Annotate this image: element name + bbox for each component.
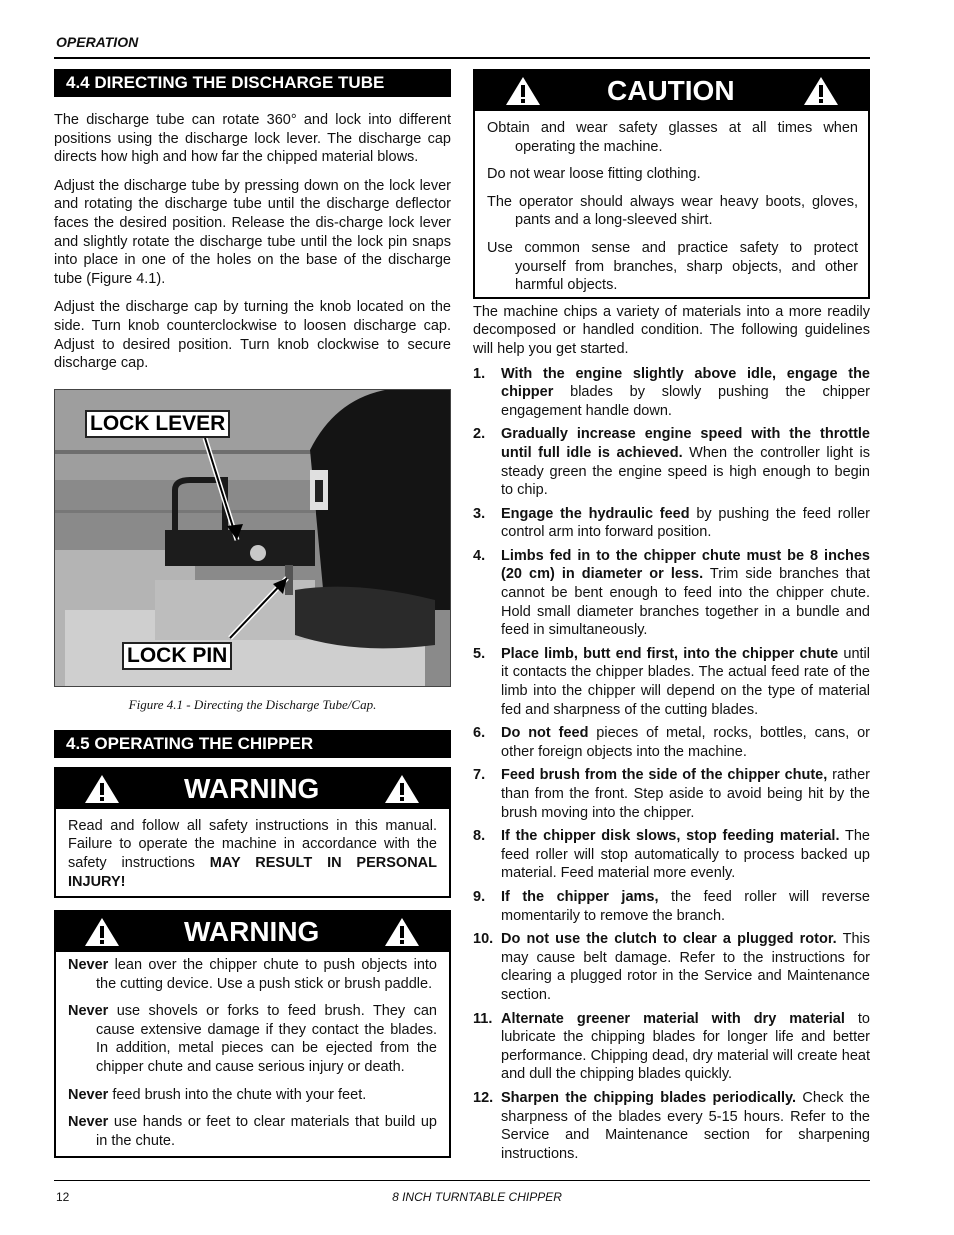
footer-rule: [54, 1180, 870, 1181]
caution-box-body: [475, 111, 868, 297]
list-item: 6. Do not feed pieces of metal, rocks, bottles, cans, or other foreign objects into the machine.: [473, 725, 870, 760]
caution-item: The operator should always wear heavy boots, gloves, pants and a long-sleeved shirt.: [487, 193, 858, 229]
list-item: 2. Gradually increase engine speed with the throttle until full idle is achieved. When the controller light is steady green the engine speed is high enough to begin to chip.: [473, 426, 871, 499]
warning-item: Never feed brush into the chute with your feet.: [68, 1086, 367, 1103]
footer-title: 8 INCH TURNTABLE CHIPPER: [392, 1190, 562, 1204]
page-number: 12: [56, 1190, 70, 1204]
figure-discharge-tube-photo: [54, 389, 451, 687]
list-item: 7. Feed brush from the side of the chipper chute, rather than from the front. Step aside to avoid being hit by the brush moving into the chipper.: [473, 767, 870, 821]
section-4-4-paragraph-1: The discharge tube can rotate 360° and lock into different positions using the discharge lock lever. The discharge cap directs how high and how far the chipped material blows.: [54, 112, 451, 166]
list-item: 5. Place limb, butt end first, into the chipper chute until it contacts the chipper blades. The actual feed rate of the limb into the chipper will depend on the type of material fed and sharpness of the cutting blades.: [473, 645, 870, 718]
warning-triangle-icon: [84, 774, 120, 804]
section-4-5-heading: 4.5 OPERATING THE CHIPPER: [54, 730, 451, 758]
warning-box-1-title: WARNING: [184, 772, 320, 804]
warning-triangle-icon: [803, 76, 839, 106]
warning-item: Never lean over the chipper chute to push objects into the cutting device. Use a push stick or brush paddle.: [68, 957, 437, 992]
warning-box-2-title: WARNING: [184, 916, 320, 948]
caution-item: Obtain and wear safety glasses at all times when operating the machine.: [487, 120, 858, 155]
figure-caption: Figure 4.1 - Directing the Discharge Tube/Cap.: [128, 696, 377, 712]
lock-lever-label: LOCK LEVER: [85, 410, 230, 438]
list-item: 9. If the chipper jams, the feed roller will reverse momentarily to remove the branch.: [473, 888, 870, 924]
warning-box-1-header: [56, 769, 449, 809]
caution-item: Use common sense and practice safety to protect yourself from branches, sharp objects, and other harmful objects.: [487, 239, 858, 294]
list-item: 8. If the chipper disk slows, stop feeding material. The feed roller will stop automatically to process backed up material. Feed material more evenly.: [473, 828, 870, 882]
warning-box-2-header: [56, 912, 449, 952]
list-item: 3. Engage the hydraulic feed by pushing the feed roller control arm into forward position.: [473, 505, 870, 541]
left-column: [54, 69, 451, 1158]
section-4-4-heading: 4.4 DIRECTING THE DISCHARGE TUBE: [54, 69, 451, 97]
warning-triangle-icon: [384, 774, 420, 804]
warning-triangle-icon: [84, 917, 120, 947]
list-item: 12. Sharpen the chipping blades periodically. Check the sharpness of the blades every 5-15 hours. Refer to the Service and Maintenance section for sharpening instructions.: [473, 1089, 870, 1162]
warning-triangle-icon: [505, 76, 541, 106]
warning-item: Never use shovels or forks to feed brush. They can cause extensive damage if they contact the blades. In addition, metal pieces can be ejected from the chipper chute and cause serious injury or death.: [68, 1003, 437, 1076]
warning-box-2: [54, 910, 451, 1158]
list-item: 1. With the engine slightly above idle, engage the chipper blades by slowly pushing the chipper engagement handle down.: [473, 365, 870, 419]
header-rule: [54, 57, 870, 59]
caution-item: Do not wear loose fitting clothing.: [487, 166, 701, 183]
warning-box-1: [54, 767, 451, 898]
list-item: 4. Limbs fed in to the chipper chute must be 8 inches (20 cm) in diameter or less. Trim side branches that cannot be bent enough to feed into the chipper chute. Hold small diameter branches together in a bundle and feed in simultaneously.: [473, 547, 870, 639]
caution-box-title: CAUTION: [607, 75, 735, 106]
warning-item: Never use hands or feet to clear materials that build up in the chute.: [68, 1114, 437, 1149]
warning-box-1-body: [56, 809, 449, 896]
warning-box-2-body: [56, 952, 449, 1156]
lock-pin-label: LOCK PIN: [122, 642, 232, 670]
list-item: 10. Do not use the clutch to clear a plugged rotor. This may cause belt damage. Refer to the instructions for clearing a plugged rotor in the Service and Maintenance section.: [473, 931, 870, 1003]
list-item: 11. Alternate greener material with dry material to lubricate the chipping blades for longer life and better performance. Chipping dead, dry material will create heat and dull the chipping blades quickly.: [473, 1010, 870, 1083]
caution-box: [473, 69, 870, 299]
operating-steps-list: [473, 365, 870, 1164]
warning-triangle-icon: [384, 917, 420, 947]
intro-paragraph: The machine chips a variety of materials into a more readily decomposed or handled condition. The following guidelines will help you get started.: [473, 303, 870, 357]
warning-box-1-text: Read and follow all safety instructions in this manual. Failure to operate the machine in accordance with the safety instructions MAY RESULT IN PERSONAL INJURY!: [68, 817, 437, 890]
right-column: [473, 69, 870, 1168]
section-4-4-paragraph-3: Adjust the discharge cap by turning the knob located on the side. Turn knob counterclockwise to loosen discharge cap. Adjust to desired position. Turn knob clockwise to secure discharge cap.: [54, 299, 451, 372]
running-header: OPERATION: [56, 34, 139, 50]
section-4-4-paragraph-2: Adjust the discharge tube by pressing down on the lock lever and rotating the discharge tube until the discharge deflector faces the desired position. Release the dis-charge lock lever and slightly rotate the discharge tube until the lock pin snaps into place in one of the holes on the base of the discharge tube (Figure 4.1).: [54, 177, 451, 287]
caution-box-header: [475, 71, 868, 111]
